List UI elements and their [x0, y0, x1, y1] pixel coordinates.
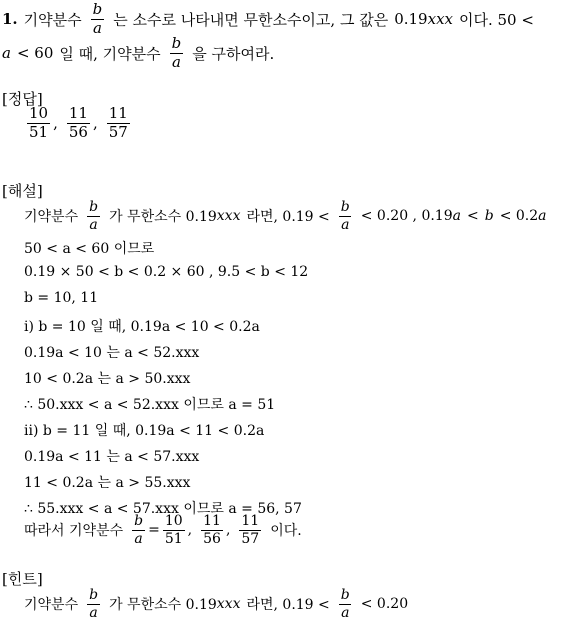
solution-text: 가 무한소수 0.19 [109, 209, 217, 226]
solution-text: 기약분수 [24, 209, 79, 226]
answer-heading-text: [정답] [2, 90, 43, 108]
answer-fraction [107, 106, 130, 141]
fraction-denominator: a [341, 216, 350, 233]
solution-line-2 [24, 238, 154, 258]
fraction-numerator: 11 [203, 513, 221, 529]
solution-heading-text: [해설] [2, 182, 43, 200]
answer-fraction [67, 106, 90, 141]
fraction-denominator: a [171, 52, 181, 71]
fraction-numerator: b [89, 199, 99, 215]
solution-text: i) b = 10 일 때, 0.19a < 10 < 0.2a [24, 319, 260, 335]
hint-heading-text: [힌트] [2, 570, 43, 588]
solution-text: < 0.2 [499, 208, 539, 225]
solution-text: 따라서 기약분수 [24, 523, 124, 540]
solution-text: 0.19 × 50 < b < 0.2 × 60 , 9.5 < b < 12 [24, 264, 309, 280]
fraction-b-over-a [91, 2, 105, 37]
problem-text-2: 는 소수로 나타내면 무한소수이고, 그 값은 [113, 10, 389, 29]
fraction-b-over-a [339, 588, 352, 620]
problem-text-6: 을 구하여라. [192, 44, 275, 63]
solution-heading [2, 180, 43, 201]
solution-text: 이다. [270, 523, 302, 540]
fraction-denominator: 57 [108, 122, 128, 141]
hint-text: 기약분수 [24, 597, 79, 614]
fraction-b-over-a [87, 200, 100, 232]
separator: , [92, 114, 98, 133]
hint-line [24, 588, 408, 620]
solution-line-9 [24, 420, 264, 440]
fraction-denominator: 56 [203, 530, 221, 547]
answer-fraction [163, 514, 185, 546]
problem-var-a: a [2, 44, 11, 63]
hint-text: 라면, 0.19 < [246, 597, 330, 614]
solution-line-10 [24, 446, 199, 466]
fraction-b-over-a [170, 36, 184, 71]
solution-text: < 0.20 , 0.19 [360, 208, 453, 225]
solution-text: ∴ 50.xxx < a < 52.xxx 이므로 a = 51 [24, 397, 276, 413]
solution-text: 11 < 0.2a 는 a > 55.xxx [24, 475, 191, 491]
problem-line-1 [2, 2, 534, 37]
problem-number: 1. [2, 10, 18, 29]
fraction-denominator: a [341, 604, 350, 621]
fraction-denominator: a [89, 216, 98, 233]
solution-line-1 [24, 200, 547, 232]
solution-text: b = 10, 11 [24, 290, 99, 306]
solution-text: 0.19a < 11 는 a < 57.xxx [24, 449, 200, 465]
problem-text-3: 이다. 50 < [459, 10, 534, 29]
fraction-numerator: 10 [29, 104, 49, 122]
problem-text-5: 일 때, 기약분수 [59, 44, 161, 63]
fraction-numerator: b [340, 587, 350, 603]
solution-text: 라면, 0.19 < [246, 209, 330, 226]
separator: , [187, 522, 193, 539]
fraction-b-over-a [87, 588, 100, 620]
hint-var: xxx [216, 596, 241, 613]
solution-line-7 [24, 368, 190, 388]
solution-var: a [452, 208, 461, 225]
fraction-b-over-a [339, 200, 352, 232]
fraction-numerator: 11 [68, 104, 88, 122]
hint-text: < 0.20 [360, 596, 409, 613]
solution-var: xxx [216, 208, 241, 225]
fraction-numerator: 11 [241, 513, 260, 529]
solution-var: a [538, 208, 547, 225]
answer-fraction [27, 106, 50, 141]
solution-line-13 [24, 514, 302, 546]
fraction-numerator: 11 [108, 104, 128, 122]
fraction-numerator: b [134, 513, 144, 529]
fraction-denominator: a [89, 604, 98, 621]
fraction-denominator: 56 [68, 122, 88, 141]
solution-text: = [148, 522, 160, 539]
hint-text: 가 무한소수 0.19 [109, 597, 217, 614]
separator: , [53, 114, 58, 133]
fraction-numerator: b [340, 199, 350, 215]
solution-line-3 [24, 264, 308, 280]
separator: , [225, 522, 231, 539]
solution-line-6 [24, 342, 199, 362]
solution-var: b [484, 208, 494, 225]
fraction-b-over-a [132, 514, 145, 546]
fraction-denominator: 51 [29, 122, 49, 141]
solution-text: 10 < 0.2a 는 a > 50.xxx [24, 371, 191, 387]
solution-text: < [466, 208, 479, 225]
answer-line [24, 106, 133, 141]
solution-text: ii) b = 11 일 때, 0.19a < 11 < 0.2a [24, 423, 265, 439]
solution-text: 50 < a < 60 이므로 [24, 241, 155, 257]
solution-line-8 [24, 394, 275, 414]
fraction-denominator: a [92, 18, 102, 37]
solution-line-5 [24, 316, 260, 336]
solution-line-11 [24, 472, 190, 492]
fraction-denominator: 51 [164, 530, 183, 547]
solution-text: ∴ 55.xxx < a < 57.xxx 이므로 a = 56, 57 [24, 501, 302, 517]
fraction-numerator: b [171, 34, 182, 52]
solution-text: 0.19a < 10 는 a < 52.xxx [24, 345, 200, 361]
answer-fraction [201, 514, 223, 546]
problem-text-1: 기약분수 [23, 10, 82, 29]
fraction-denominator: 57 [241, 530, 260, 547]
fraction-denominator: a [134, 530, 143, 547]
problem-value-var: xxx [427, 10, 453, 29]
solution-line-4 [24, 290, 98, 306]
problem-line-2 [2, 36, 274, 71]
problem-text-4: < 60 [16, 44, 54, 63]
answer-fraction [239, 514, 261, 546]
fraction-numerator: 10 [164, 513, 183, 529]
problem-value: 0.19 [394, 10, 428, 29]
hint-heading [2, 568, 43, 589]
fraction-numerator: b [89, 587, 99, 603]
fraction-numerator: b [92, 0, 103, 18]
